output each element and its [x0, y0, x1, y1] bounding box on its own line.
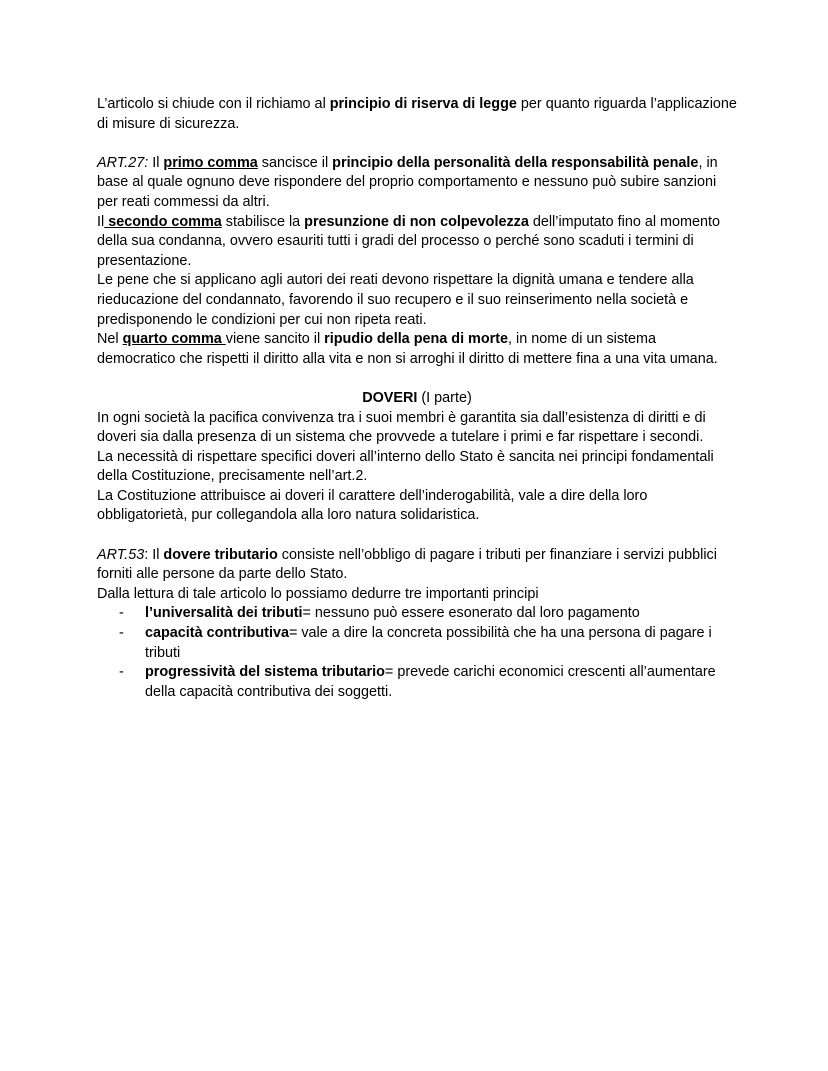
text: = vale a dire la concreta possibilità che ha una persona di pagare i tributi: [145, 625, 712, 661]
text: per quanto riguarda l’applicazione di misure di sicurezza.: [97, 96, 737, 132]
bold-term: progressività del sistema tributario: [145, 664, 385, 681]
paragraph-doveri-convivenza: In ogni società la pacifica convivenza tra i suoi membri è garantita sia dall’esistenza di diritti e di doveri sia dalla presenza di un sistema che provvede a tutelare i primi e far rispettare i secondi.: [97, 409, 706, 446]
underlined-term: primo comma: [163, 154, 258, 171]
spacer: [97, 369, 737, 389]
article-label: ART.53: [97, 546, 145, 563]
text: L’articolo si chiude con il richiamo al: [97, 96, 330, 112]
section-heading-doveri: [97, 389, 737, 409]
underlined-term: quarto comma: [122, 331, 226, 348]
text: , in nome di un sistema democratico che rispetti il diritto alla vita e non si arroghi il diritto di mettere fina a una vita umana.: [97, 331, 718, 367]
document-body: [97, 95, 737, 702]
text: = nessuno può essere esonerato dal loro pagamento: [302, 605, 640, 622]
bold-term: dovere tributario: [163, 546, 278, 563]
paragraph-art27-quarto-comma: [97, 330, 737, 369]
dash-bullet: -: [119, 664, 124, 681]
spacer: [97, 134, 737, 154]
list-item: [97, 604, 737, 624]
paragraph-art53-intro: Dalla lettura di tale articolo lo possiamo dedurre tre importanti principi: [97, 585, 539, 602]
paragraph-art27-primo-comma: [97, 154, 737, 213]
text: Il: [97, 213, 105, 230]
heading-subtitle: (I parte): [417, 389, 472, 406]
text: stabilisce la: [221, 213, 305, 230]
text: consiste nell’obbligo di pagare i tributi per finanziare i servizi pubblici forniti alle persone da parte dello Stato.: [97, 546, 717, 583]
heading-bold: DOVERI: [362, 389, 418, 406]
principles-list: [97, 604, 737, 702]
paragraph-art53: [97, 546, 737, 585]
text: , in base al quale ognuno deve rispondere del proprio comportamento e nessuno può subire sanzioni per reati commessi da altri.: [97, 154, 718, 210]
list-item: [97, 663, 737, 702]
bold-term: principio di riserva di legge: [329, 96, 517, 112]
bold-term: l’universalità dei tributi: [145, 605, 303, 622]
spacer: [97, 526, 737, 546]
text: sancisce il: [257, 154, 333, 171]
text: dell’imputato fino al momento della sua condanna, ovvero esauriti tutti i gradi del processo o perché sono scaduti i termini di presentazione.: [97, 213, 721, 269]
bold-term: presunzione di non colpevolezza: [304, 213, 529, 230]
bold-term: ripudio della pena di morte: [324, 331, 509, 348]
text: : Il: [144, 546, 164, 563]
text: Nel: [97, 331, 123, 348]
article-label: ART.27:: [97, 154, 149, 171]
text: Il: [148, 154, 164, 171]
paragraph-doveri-inderogabilita: La Costituzione attribuisce ai doveri il carattere dell’inderogabilità, vale a dire della loro obbligatorietà, pur collegandola alla loro natura solidaristica.: [97, 487, 648, 524]
bold-term: capacità contributiva: [145, 625, 289, 642]
paragraph-art27-pene: Le pene che si applicano agli autori dei reati devono rispettare la dignità umana e tendere alla rieducazione del condannato, favorendo il suo recupero e il suo reinserimento nella società e predisponendo le condizioni per cui non ripeta reati.: [97, 272, 694, 328]
underlined-term: secondo comma: [104, 213, 222, 230]
list-item: [97, 624, 737, 663]
dash-bullet: -: [119, 605, 124, 622]
paragraph-riserva-di-legge: [97, 95, 737, 134]
text: = prevede carichi economici crescenti all’aumentare della capacità contributiva dei soggetti.: [145, 664, 716, 700]
paragraph-art27-secondo-comma: [97, 213, 737, 272]
text: viene sancito il: [225, 331, 325, 348]
paragraph-doveri-necessita: La necessità di rispettare specifici doveri all’interno dello Stato è sancita nei principi fondamentali della Costituzione, precisamente nell’art.2.: [97, 448, 714, 485]
bold-term: principio della personalità della responsabilità penale: [332, 154, 699, 171]
dash-bullet: -: [119, 625, 124, 642]
